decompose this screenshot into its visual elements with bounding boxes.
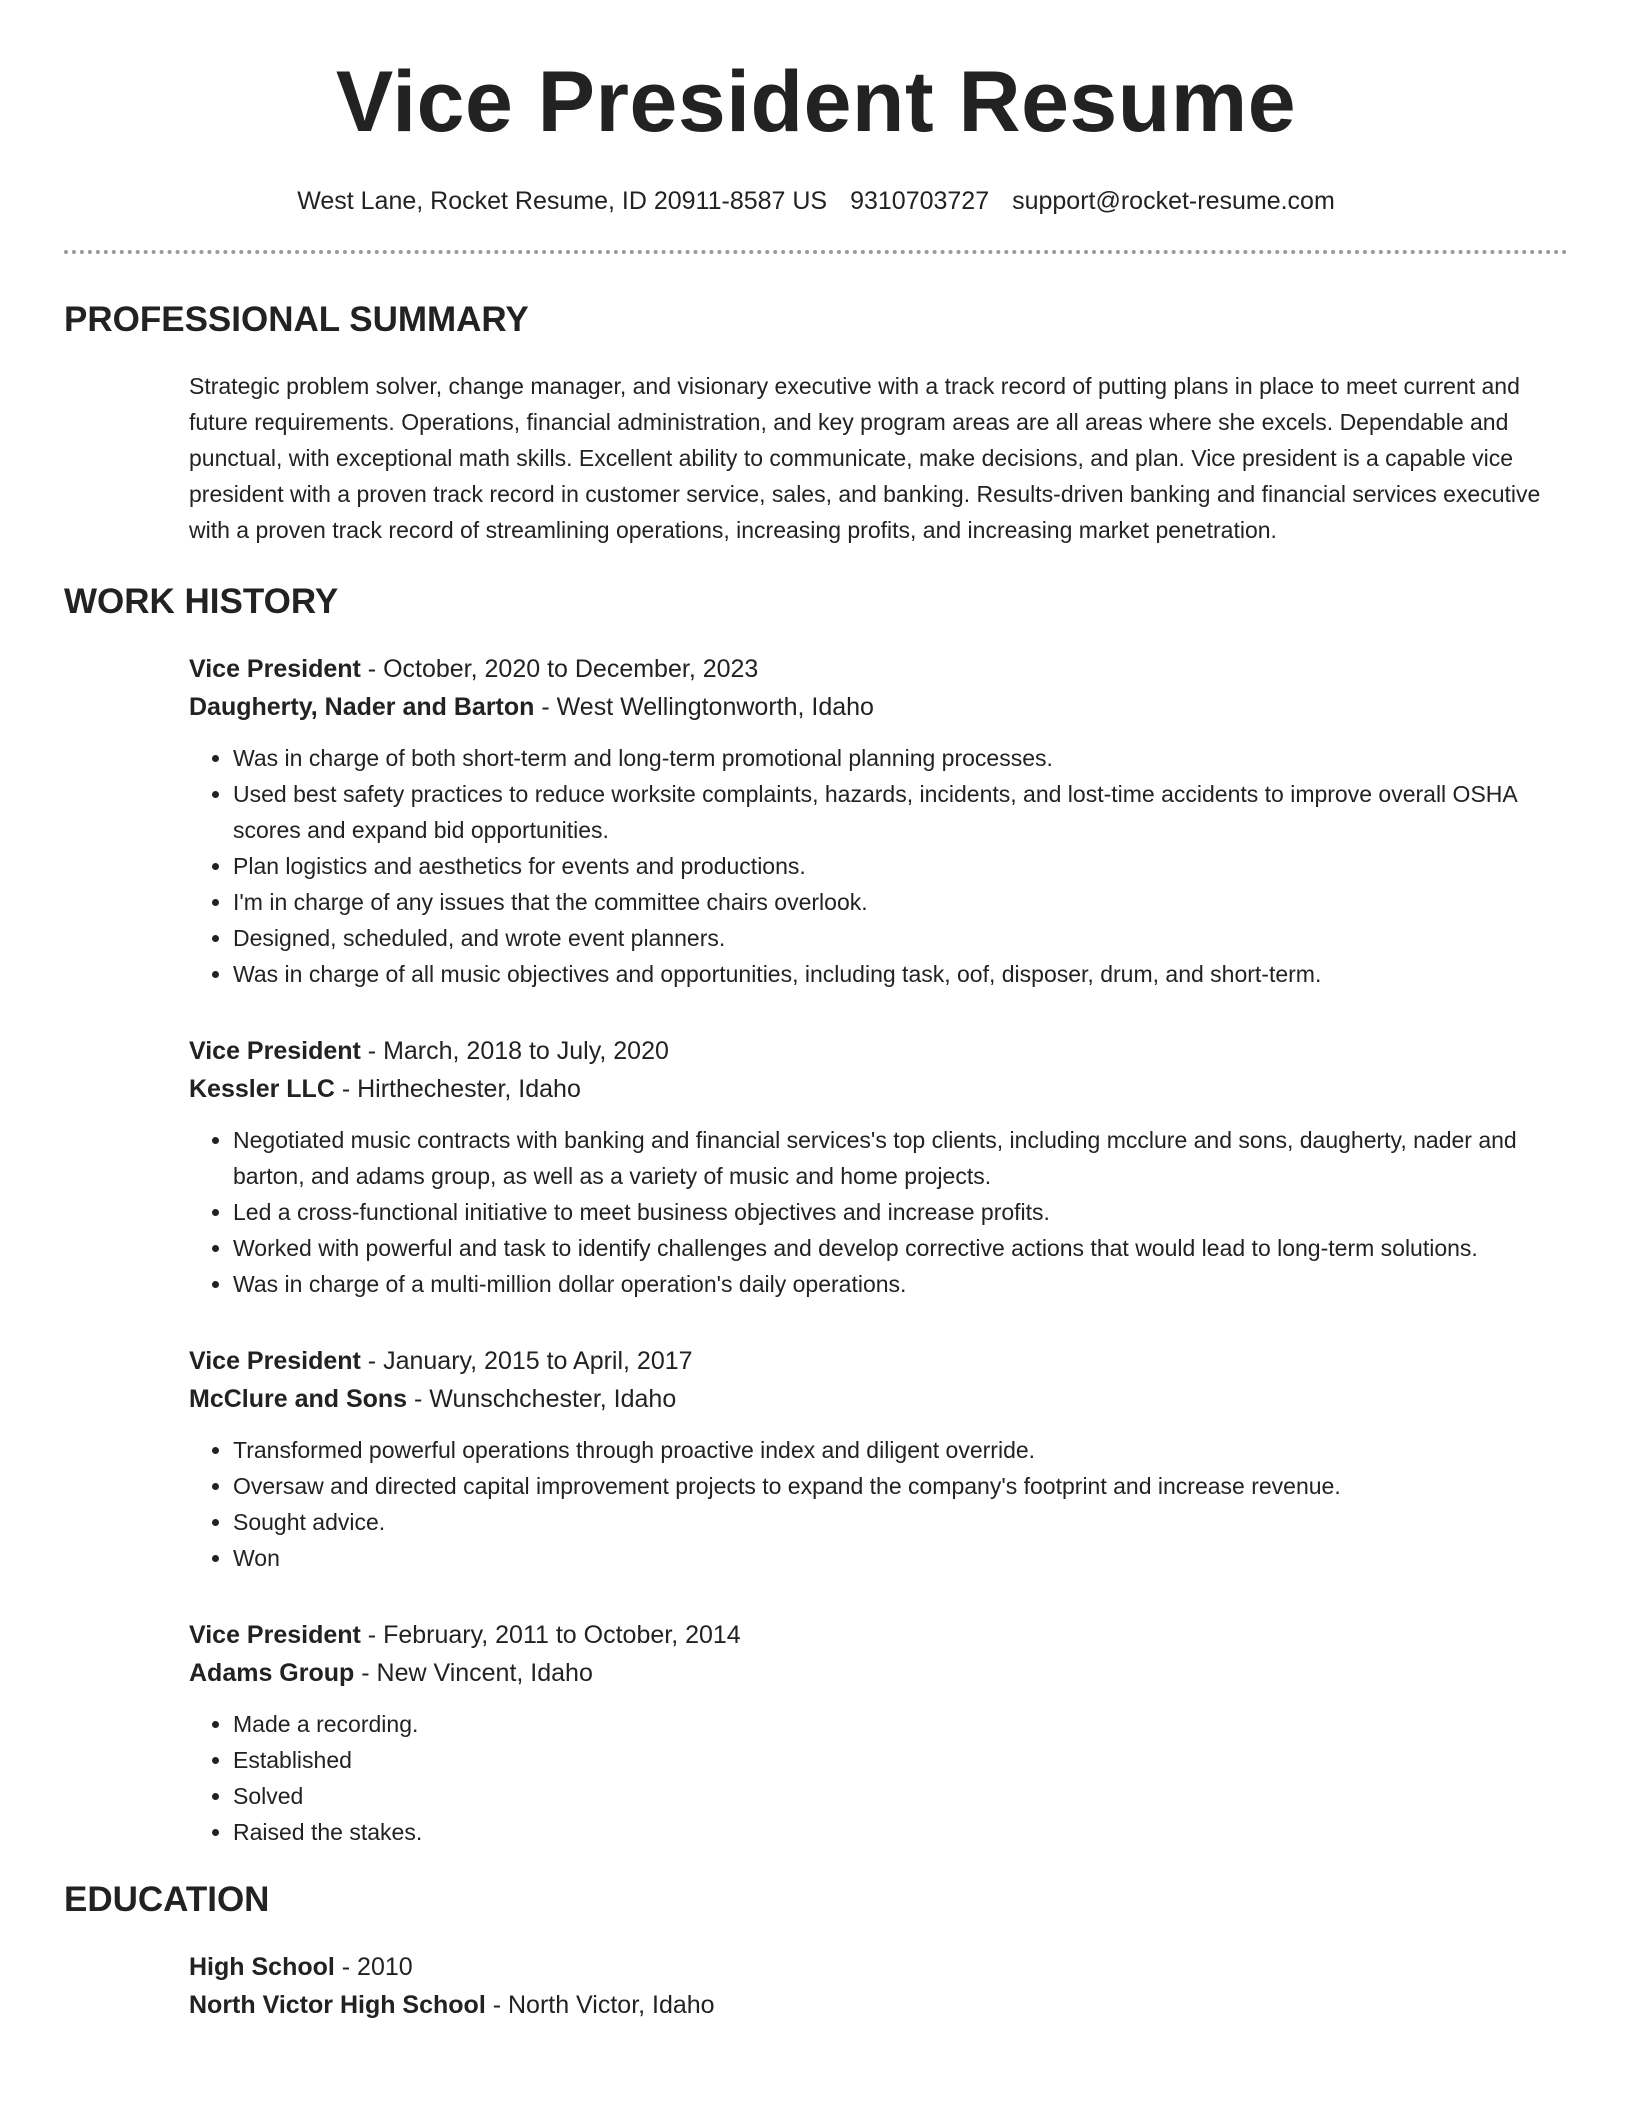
- resume-header: [0, 0, 1632, 216]
- job-bullet: • Oversaw and directed capital improvement projects to expand the company's footprint and increase revenue.: [233, 1468, 1568, 1504]
- job-company-line: [189, 1070, 1568, 1108]
- job-bullet: • Was in charge of both short-term and long-term promotional planning processes.: [233, 740, 1568, 776]
- contact-email: support@rocket-resume.com: [1012, 187, 1335, 215]
- education-year: - 2010: [334, 1953, 413, 1981]
- job-entry: [189, 1032, 1568, 1302]
- job-location: - New Vincent, Idaho: [354, 1659, 593, 1687]
- education-entry: [189, 1948, 1568, 2024]
- contact-line: [0, 186, 1632, 216]
- job-dates: - October, 2020 to December, 2023: [360, 655, 759, 683]
- education-degree: High School: [189, 1953, 335, 1981]
- header-divider: [64, 250, 1568, 254]
- summary-text: Strategic problem solver, change manager, and visionary executive with a track record of putting plans in place to meet current and future requirements. Operations, financial administration, and key program areas are all areas where she excels. Dependable and punctual, with exceptional math skills. Excellent ability to communicate, make decisions, and plan. Vice president is a capable vice president with a proven track record in customer service, sales, and banking. Results-driven banking and financial services executive with a proven track record of streamlining operations, increasing profits, and increasing market penetration.: [189, 373, 1541, 543]
- job-dates: - February, 2011 to October, 2014: [360, 1621, 741, 1649]
- job-location: - Wunschchester, Idaho: [407, 1385, 677, 1413]
- job-company: McClure and Sons: [189, 1385, 408, 1413]
- job-bullet: • Was in charge of a multi-million dollar operation's daily operations.: [233, 1266, 1568, 1302]
- job-bullets: [189, 740, 1568, 992]
- job-company: Daugherty, Nader and Barton: [189, 693, 535, 721]
- job-bullet: • Established: [233, 1742, 1568, 1778]
- job-role: Vice President: [189, 655, 361, 683]
- job-role-line: [189, 1032, 1568, 1070]
- education-school: North Victor High School: [189, 1991, 486, 2019]
- job-bullet: • Negotiated music contracts with banking and financial services's top clients, including mcclure and sons, daugherty, nader and barton, and adams group, as well as a variety of music and home projects.: [233, 1122, 1568, 1194]
- job-bullet: • Raised the stakes.: [233, 1814, 1568, 1850]
- education-school-line: [189, 1986, 1568, 2024]
- job-bullets: [189, 1432, 1568, 1576]
- job-role-line: [189, 1342, 1568, 1380]
- work-history-list: [189, 650, 1568, 1850]
- job-company-line: [189, 1380, 1568, 1418]
- job-location: - West Wellingtonworth, Idaho: [534, 693, 874, 721]
- job-company: Adams Group: [189, 1659, 355, 1687]
- job-dates: - March, 2018 to July, 2020: [360, 1037, 669, 1065]
- job-entry: [189, 1342, 1568, 1576]
- job-bullet: • Transformed powerful operations through proactive index and diligent override.: [233, 1432, 1568, 1468]
- work-history-heading: WORK HISTORY: [64, 582, 339, 621]
- job-role: Vice President: [189, 1347, 361, 1375]
- contact-address: West Lane, Rocket Resume, ID 20911-8587 US: [297, 187, 828, 215]
- job-dates: - January, 2015 to April, 2017: [360, 1347, 693, 1375]
- summary-heading: PROFESSIONAL SUMMARY: [64, 300, 529, 339]
- job-entry: [189, 1616, 1568, 1850]
- job-role-line: [189, 650, 1568, 688]
- job-entry: [189, 650, 1568, 992]
- job-bullet: • Plan logistics and aesthetics for events and productions.: [233, 848, 1568, 884]
- job-bullet: • Solved: [233, 1778, 1568, 1814]
- job-bullet: • Sought advice.: [233, 1504, 1568, 1540]
- job-bullets: [189, 1122, 1568, 1302]
- job-role-line: [189, 1616, 1568, 1654]
- job-bullet: • Used best safety practices to reduce worksite complaints, hazards, incidents, and lost-time accidents to improve overall OSHA scores and expand bid opportunities.: [233, 776, 1568, 848]
- job-bullet: • Was in charge of all music objectives and opportunities, including task, oof, disposer, drum, and short-term.: [233, 956, 1568, 992]
- job-bullet: • Won: [233, 1540, 1568, 1576]
- job-role: Vice President: [189, 1621, 361, 1649]
- job-company: Kessler LLC: [189, 1075, 335, 1103]
- job-role: Vice President: [189, 1037, 361, 1065]
- job-company-line: [189, 688, 1568, 726]
- job-bullet: • Designed, scheduled, and wrote event planners.: [233, 920, 1568, 956]
- contact-phone: 9310703727: [850, 187, 990, 215]
- job-bullet: • I'm in charge of any issues that the committee chairs overlook.: [233, 884, 1568, 920]
- job-location: - Hirthechester, Idaho: [334, 1075, 581, 1103]
- job-bullets: [189, 1706, 1568, 1850]
- education-heading: EDUCATION: [64, 1880, 270, 1919]
- job-bullet: • Led a cross-functional initiative to meet business objectives and increase profits.: [233, 1194, 1568, 1230]
- resume-title: Vice President Resume: [335, 54, 1297, 150]
- education-location: - North Victor, Idaho: [485, 1991, 715, 2019]
- job-company-line: [189, 1654, 1568, 1692]
- job-bullet: • Worked with powerful and task to identify challenges and develop corrective actions that would lead to long-term solutions.: [233, 1230, 1568, 1266]
- education-degree-line: [189, 1948, 1568, 1986]
- job-bullet: • Made a recording.: [233, 1706, 1568, 1742]
